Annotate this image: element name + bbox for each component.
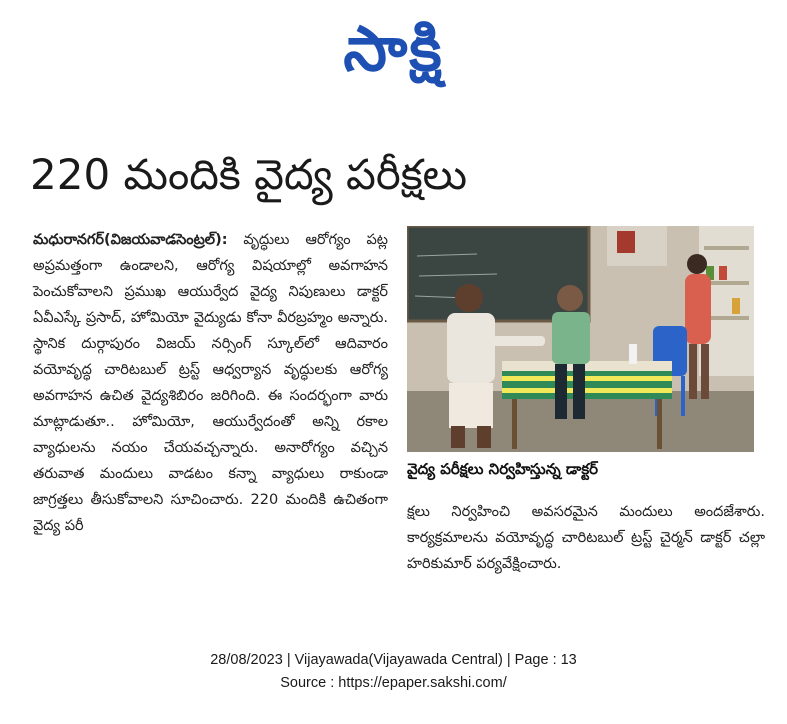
- article-body-right: క్షలు నిర్వహించి అవసరమైన మందులు అందజేశారు. కార్యక్రమాలను వయోవృద్ధ చారిటబుల్ ట్రస్ట్ చైర్మన్ డాక్టర్ చల్లా హరికుమార్ పర్యవేక్షించారు.: [407, 504, 765, 572]
- headline: 220 మందికి వైద్య పరీక్షలు: [30, 150, 467, 199]
- footer-source: Source : https://epaper.sakshi.com/: [280, 675, 507, 691]
- photo-caption: వైద్య పరీక్షలు నిర్వహిస్తున్న డాక్టర్: [407, 460, 599, 478]
- article-photo: [407, 226, 754, 452]
- masthead-logo: సాక్షి: [343, 12, 444, 85]
- footer-edition-info: 28/08/2023 | Vijayawada(Vijayawada Central) | Page : 13: [210, 652, 577, 668]
- photo-illustration: [407, 226, 754, 452]
- article-body-left: వృద్ధులు ఆరోగ్యం పట్ల అప్రమత్తంగా ఉండాలని, ఆరోగ్య విషయాల్లో అవగాహన పెంచుకోవాలని ప్రముఖ ఆయుర్వేద వైద్య నిపుణులు డాక్టర్ ఏవీఎస్కే ప్రసాద్, హోమియో వైద్యుడు కోనా వీరబ్రహ్మం అన్నారు. స్థానిక దుర్గాపురం విజయ్ నర్సింగ్ స్కూల్‌లో ఆదివారం వయోవృద్ధ చారిటబుల్ ట్రస్ట్ ఆధ్వర్యాన వృద్ధులకు ఆరోగ్య అవగాహన ఉచిత వైద్యశిబిరం జరిగింది. ఈ సందర్భంగా వారు మాట్లాడుతూ.. హోమియో, ఆయుర్వేదంతో అన్ని రకాల వ్యాధులను నయం చేయవచ్చన్నారు. అనారోగ్యం వచ్చిన తరువాత మందులు వాడటం కన్నా వ్యాధులు రాకుండా జాగ్రత్తలు తీసుకోవాలని సూచించారు. 220 మందికి ఉచితంగా వైద్య పరీ: [33, 232, 389, 534]
- article-column-left: [33, 227, 388, 539]
- dateline: మధురానగర్(విజయవాడసెంట్రల్):: [33, 232, 228, 248]
